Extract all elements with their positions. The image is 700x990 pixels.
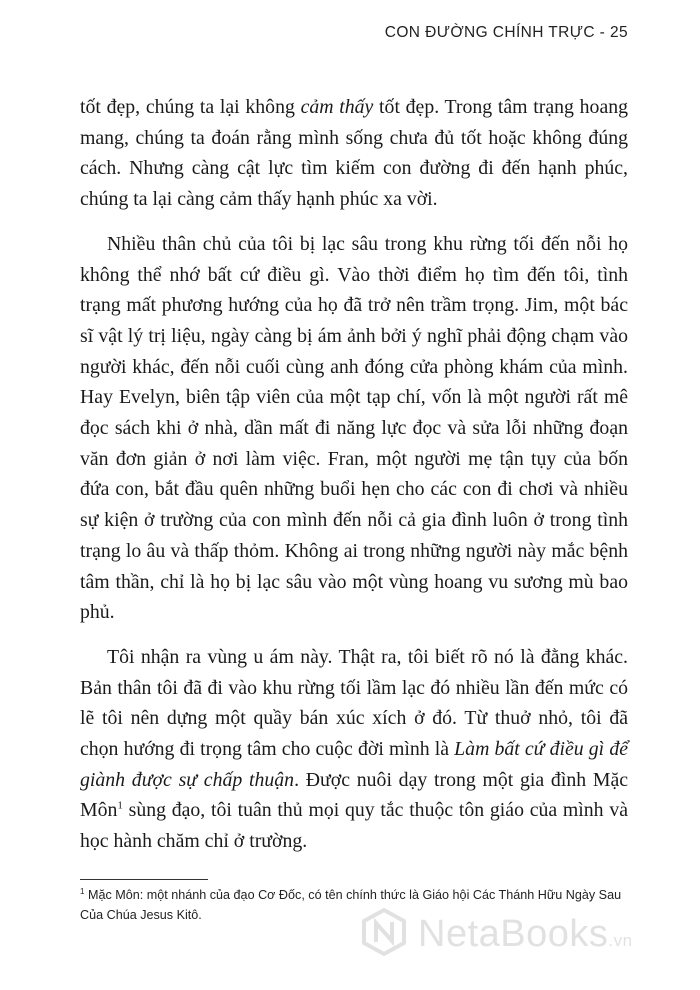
paragraph-1 [80,92,628,215]
paragraph-3-part-c: sùng đạo, tôi tuân thủ mọi quy tắc thuộc tôn giáo của mình và học hành chăm chỉ ở trường. [80,799,628,853]
paragraph-3 [80,642,628,857]
paragraph-1-part-b: tốt đẹp. Trong tâm trạng hoang mang, chúng ta đoán rằng mình sống chưa đủ tốt hoặc không đúng cách. Nhưng càng cật lực tìm kiếm con đường đi đến hạnh phúc, chúng ta lại càng cảm thấy hạnh phúc xa vời. [80,96,628,211]
paragraph-1-part-a: tốt đẹp, chúng ta lại không [80,96,301,118]
watermark [360,908,633,961]
footnote-reference: 1 [117,799,123,812]
paragraph-1-emphasis: cảm thấy [300,96,374,118]
footnote-divider [80,879,208,880]
paragraph-3-part-b: . Được nuôi dạy trong một gia đình Mặc Môn [80,768,628,822]
watermark-text [418,913,633,956]
paragraph-3-part-a: Tôi nhận ra vùng u ám này. Thật ra, tôi biết rõ nó là đằng khác. Bản thân tôi đã đi vào khu rừng tối lầm lạc đó nhiều lần đến mức có lẽ tôi nên dựng một quầy bán xúc xích ở đó. Từ thuở nhỏ, tôi đã chọn hướng đi trọng tâm cho cuộc đời mình là [80,645,628,761]
paragraph-2: Nhiều thân chủ của tôi bị lạc sâu trong khu rừng tối đến nỗi họ không thể nhớ bất cứ điều gì. Vào thời điểm họ tìm đến tôi, tình trạng mất phương hướng của họ đã trở nên trầm trọng. Jim, một bác sĩ vật lý trị liệu, ngày càng bị ám ảnh bởi ý nghĩ phải động chạm vào người khác, đến nỗi cuối cùng anh đóng cửa phòng khám của mình. Hay Evelyn, biên tập viên của một tạp chí, vốn là một người rất mê đọc sách khi ở nhà, dần mất đi năng lực đọc và sửa lỗi những đoạn văn đơn giản ở nơi làm việc. Fran, một người mẹ tận tụy của bốn đứa con, bắt đầu quên những buổi hẹn cho các con đi chơi và nhiều sự kiện ở trường của con mình đến nỗi cả gia đình luôn ở trong tình trạng lo âu và thấp thỏm. Không ai trong những người này mắc bệnh tâm thần, chỉ là họ bị lạc sâu vào một vùng hoang vu sương mù bao phủ. [80,232,628,624]
body-text [80,92,628,871]
footnote-text: Mặc Môn: một nhánh của đạo Cơ Đốc, có tên chính thức là Giáo hội Các Thánh Hữu Ngày Sau Của Chúa Jesus Kitô. [80,888,622,922]
netabooks-logo-icon [360,908,408,961]
paragraph-3-emphasis: Làm bất cứ điều gì để giành được sự chấp thuận [80,738,628,791]
watermark-suffix: .vn [608,931,633,950]
running-header: CON ĐƯỜNG CHÍNH TRỰC - 25 [384,24,628,41]
footnote-marker: 1 [80,886,85,896]
watermark-brand: NetaBooks [418,913,609,955]
